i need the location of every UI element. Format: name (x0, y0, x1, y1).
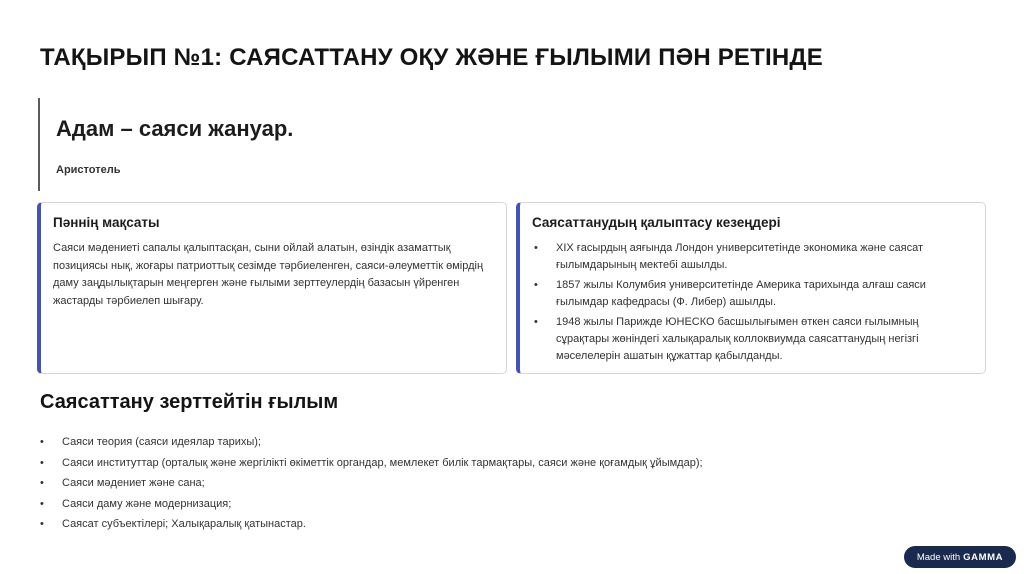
goal-card-body: Саяси мәдениеті сапалы қалыптасқан, сыни ойлай алатын, өзіндік азаматтық позициясы нық, жоғары патриоттық сезімде тәрбиеленген, саяси-әлеуметтік өмірдің даму заңдылықтарын меңгерген және ғылыми зерттеулердің базасын үйренген жастарды тәрбиелеп шығару. (53, 242, 484, 307)
quote-text: Адам – саяси жануар. (56, 116, 294, 141)
stages-card (516, 202, 986, 374)
list-item: • Саяси теория (саяси идеялар тарихы); (38, 432, 703, 453)
research-list (38, 432, 703, 535)
badge-prefix: Made with (916, 551, 961, 563)
quote-block (38, 98, 438, 191)
list-item: • XIX ғасырдың аяғында Лондон университетінде экономика және саясат ғылымдарының мектебі ашылды. (532, 240, 973, 274)
page-title: ТАҚЫРЫП №1: САЯСАТТАНУ ОҚУ ЖӘНЕ ҒЫЛЫМИ ПӘН РЕТІНДЕ (40, 44, 823, 71)
stages-list (532, 240, 973, 365)
list-item: • Саяси мәдениет және сана; (38, 473, 703, 494)
list-item: • 1948 жылы Парижде ЮНЕСКО басшылығымен өткен саяси ғылымның сұрақтары жөніндегі халықаралық коллоквиумда саясаттанудың негізгі мәселелерін ашатын құжаттар қабылданды. (532, 314, 973, 365)
goal-card (37, 202, 507, 374)
stages-card-title: Саясаттанудың қалыптасу кезеңдері (532, 215, 781, 230)
list-item: • Саяси институттар (орталық және жергілікті өкіметтік органдар, мемлекет билік тармақтары, саяси және қоғамдық ұйымдар); (38, 453, 703, 474)
list-item: • 1857 жылы Колумбия университетінде Америка тарихында алғаш саяси ғылымдар кафедрасы (Ф. Либер) ашылды. (532, 277, 973, 311)
list-item: • Саяси даму және модернизация; (38, 494, 703, 515)
quote-author: Аристотель (56, 164, 121, 176)
gamma-logo: GAMMA (963, 551, 1004, 563)
list-item: • Саясат субъектілері; Халықаралық қатынастар. (38, 514, 703, 535)
made-with-gamma-badge[interactable] (904, 546, 1016, 568)
goal-card-title: Пәннің мақсаты (53, 215, 160, 230)
section-title: Саясаттану зерттейтін ғылым (40, 391, 339, 413)
